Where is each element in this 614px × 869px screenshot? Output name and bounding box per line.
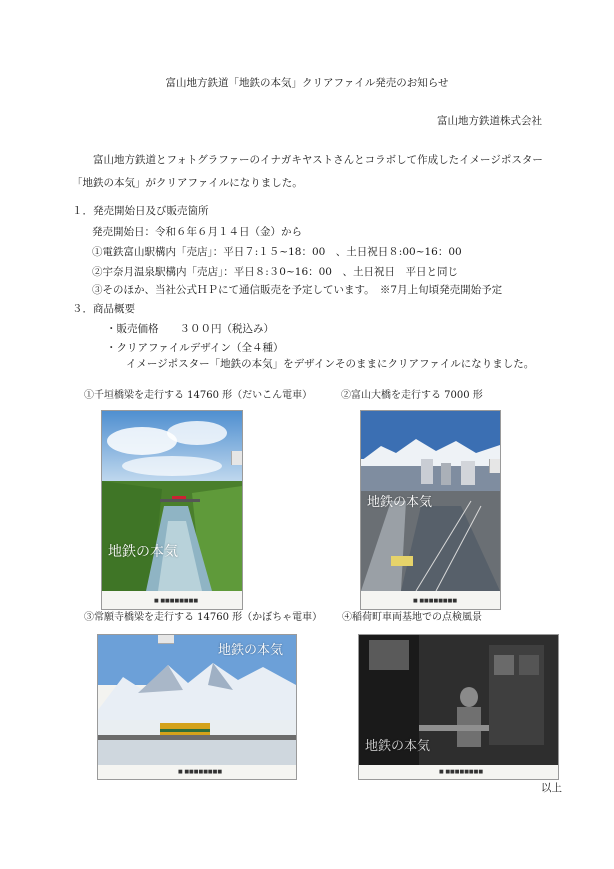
section3-heading: ３．商品概要	[72, 303, 135, 315]
other-sales: ③そのほか、当社公式ＨＰにて通信販売を予定しています。 ※7月上旬頃発売開始予定	[92, 284, 503, 296]
product-caption-3: ③常願寺橋梁を走行する 14760 形（かぼちゃ電車）	[84, 612, 323, 623]
file-tab	[231, 451, 242, 465]
shop-2: ②宇奈月温泉駅構内「売店」：平日８:３0~16：00 、土日祝日 平日と同じ	[92, 266, 458, 278]
shop-1: ①電鉄富山駅構内「売店」：平日７:１５~18：00 、土日祝日８:00~16：00	[92, 246, 462, 258]
intro-paragraph: 富山地方鉄道とフォトグラファーのイナガキヤストさんとコラボして作成したイメージポスター「地鉄の本気」がクリアファイルになりました。	[72, 154, 543, 189]
brand-logo: ■ ■■■■■■■■	[154, 598, 199, 604]
design-note: イメージポスター「地鉄の本気」をデザインそのままにクリアファイルになりました。	[126, 358, 535, 370]
file-title-3: 地鉄の本気	[218, 643, 284, 658]
depot-photo	[359, 635, 558, 779]
clear-file-3	[97, 634, 297, 780]
product-caption-4: ④稲荷町車両基地での点検風景	[342, 612, 482, 623]
brand-logo: ■ ■■■■■■■■	[439, 769, 484, 775]
clear-file-4	[358, 634, 559, 780]
file-title-4: 地鉄の本気	[365, 739, 431, 754]
file-tab	[158, 635, 174, 644]
file-tab	[489, 459, 500, 473]
brand-logo: ■ ■■■■■■■■	[413, 598, 458, 604]
product-caption-1: ①千垣橋梁を走行する 14760 形（だいこん電車）	[84, 390, 313, 401]
section1-heading: １．発売開始日及び販売箇所	[72, 205, 209, 217]
brand-logo: ■ ■■■■■■■■	[178, 769, 223, 775]
end-mark: 以上	[541, 782, 562, 794]
company-name: 富山地方鉄道株式会社	[437, 115, 542, 127]
design-count: ・クリアファイルデザイン（全４種）	[106, 342, 284, 354]
clear-file-1	[101, 410, 243, 610]
product-caption-2: ②富山大橋を走行する 7000 形	[341, 390, 483, 401]
start-date: 発売開始日：令和６年６月１４日（金）から	[92, 226, 302, 238]
price: ・販売価格 ３００円（税込み）	[106, 323, 274, 335]
clear-file-2	[360, 410, 501, 610]
file-title-2: 地鉄の本気	[367, 495, 433, 510]
city-bridge-photo	[361, 411, 500, 609]
file-title-1: 地鉄の本気	[108, 544, 178, 560]
document-title: 富山地方鉄道「地鉄の本気」クリアファイル発売のお知らせ	[165, 77, 449, 89]
gorge-photo	[102, 411, 242, 609]
